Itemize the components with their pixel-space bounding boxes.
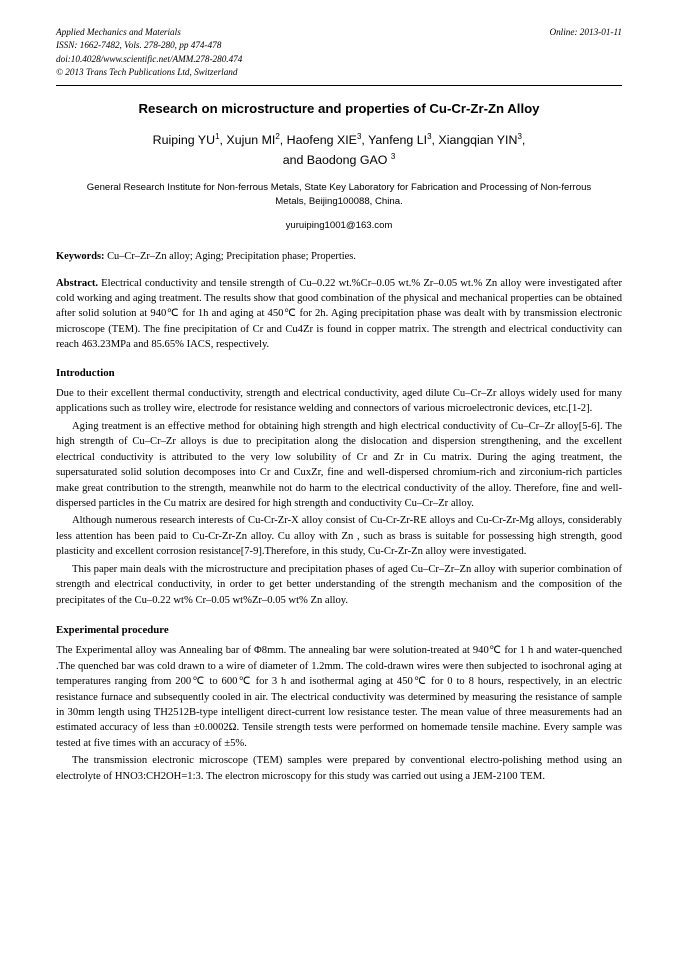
paragraph: This paper main deals with the microstructure and precipitation phases of aged Cu–Cr–Zr–Zn alloy with superior combination of strength and electrical conductivity, in order to get better understanding of the strength mechanism and the composition of the precipitates of the Cu–0.22 wt% Cr–0.05 wt%Zr–0.05 wt% Zn alloy. <box>56 563 622 606</box>
keywords-text: Cu–Cr–Zr–Zn alloy; Aging; Precipitation phase; Properties. <box>104 250 356 262</box>
copyright-line: © 2013 Trans Tech Publications Ltd, Switzerland <box>56 67 238 78</box>
paragraph: Although numerous research interests of Cu-Cr-Zr-X alloy consist of Cu-Cr-Zr-RE alloys and Cu-Cr-Zr-Mg alloys, considerably less attention has been paid to Cu-Cr-Zr-Zn alloy. Cu alloy with Zn , such as brass is suitable for possessing high strength, good plasticity and excellent corrosion resistance[7-9].Therefore, in this study, Cu-Cr-Zr-Zn alloy were investigated. <box>56 515 622 558</box>
header-divider <box>56 85 622 86</box>
author-list <box>56 130 622 171</box>
section-heading-experimental-procedure: Experimental procedure <box>56 624 169 637</box>
paragraph: Aging treatment is an effective method for obtaining high strength and high electrical conductivity of Cu–Cr–Zr alloy[5-6]. The high strength of Cu–Cr–Zr alloys is due to precipitation along the dislocation and dispersion strengthening, and the excellent electrical conductivity is attributed to the very low solubility of Cr and Zr in Cu matrix. During the aging treatment, the supersaturated solid solution decomposes into Cr and CuxZr, fine and well-dispersed chromium-rich and zirconium-rich particles make great contribution to the strength, meanwhile not do harm to the electrical conductivity of the alloy. Therefore, fine and well-dispersed particles in the Cu matrix are desired for high strength and conductivity Cu–Cr–Zr alloy. <box>56 420 622 510</box>
paragraph: Due to their excellent thermal conductivity, strength and electrical conductivity, aged dilute Cu–Cr–Zr alloys widely used for many applications such as trolley wire, electrode for resistance welding and connectors of various microelectronic devices, etc.[1-2]. <box>56 387 622 415</box>
contact-email: yuruiping1001@163.com <box>285 219 393 231</box>
author-affil-marker: 3 <box>356 131 362 141</box>
author-line-1 <box>153 133 526 147</box>
abstract <box>56 276 622 353</box>
page-title: Research on microstructure and properties of Cu-Cr-Zr-Zn Alloy <box>138 101 540 117</box>
keywords-label: Keywords: <box>56 250 105 262</box>
author-separator: , <box>521 132 526 147</box>
issn-line: ISSN: 1662-7482, Vols. 278-280, pp 474-478 <box>56 40 222 51</box>
paragraph: The transmission electronic microscope (TEM) samples were prepared by conventional electro-polishing method using an electrolyte of HNO3:CH2OH=1:3. The electron microscopy for this study was carried out using a JEM-2100 TEM. <box>56 755 622 782</box>
author-name: , Xujun MI <box>219 132 276 147</box>
author-affil-marker: 1 <box>215 131 220 141</box>
abstract-text: Electrical conductivity and tensile strength of Cu–0.22 wt.%Cr–0.05 wt.% Zr–0.05 wt.% Zn alloy were investigated after cold working and aging treatment. The results show that good combination of the physical and mechanical properties can be obtained after solid solution at 940℃ for 1h and aging at 450℃ for 2h. Aging precipitation phase was dealt with by transmission electronic microscope (TEM). The fine precipitation of Cr and Cu4Zr is found in copper matrix. The strength and electrical conductivity can reach 463.23MPa and 85.65% IACS, respectively. <box>56 277 622 351</box>
author-affil-marker: 3 <box>517 131 522 141</box>
keywords-line <box>56 249 622 264</box>
page-header <box>56 26 622 79</box>
author-name: , Yanfeng LI <box>361 132 428 147</box>
author-name: and Baodong GAO <box>282 153 391 168</box>
abstract-label: Abstract. <box>56 277 99 289</box>
journal-name: Applied Mechanics and Materials <box>56 27 181 37</box>
section-heading-introduction: Introduction <box>56 366 115 379</box>
author-line-2 <box>283 153 396 167</box>
doi-line: doi:10.4028/www.scientific.net/AMM.278-280.474 <box>56 53 243 64</box>
author-name: Ruiping YU <box>152 132 216 147</box>
paragraph: The Experimental alloy was Annealing bar of Φ8mm. The annealing bar were solution-treated at 940℃ for 1 h and water-quenched .The quenched bar was cold drawn to a wire of diameter of 1.2mm. The cold-drawn wires were then subjected to isochronal aging at temperatures ranging from 200℃ to 600℃ for 3 h and isothermal aging at 450℃ for 0 to 8 hours, respectively, in an electric resistance furnace and subsequently cooled in air. The electrical conductivity was determined by measuring the resistance of sample in 30mm length using TH2512B-type intelligent direct-current low resistance tester. The mean value of three measurements had an estimated accuracy of less than ±0.0002Ω. Tensile strength tests were performed on homemade tensile machine. Every sample was tested at five times with an accuracy of ±5%. <box>56 645 622 749</box>
author-affil-marker: 3 <box>390 152 396 162</box>
online-date: Online: 2013-01-11 <box>549 27 622 37</box>
author-name: , Haofeng XIE <box>279 132 357 147</box>
affiliation: General Research Institute for Non-ferrous Metals, State Key Laboratory for Fabrication and Processing of Non-ferrous Metals, Beijing100088, China. <box>86 181 592 208</box>
author-name: , Xiangqian YIN <box>431 132 518 147</box>
author-affil-marker: 2 <box>275 131 280 141</box>
author-affil-marker: 3 <box>427 131 432 141</box>
